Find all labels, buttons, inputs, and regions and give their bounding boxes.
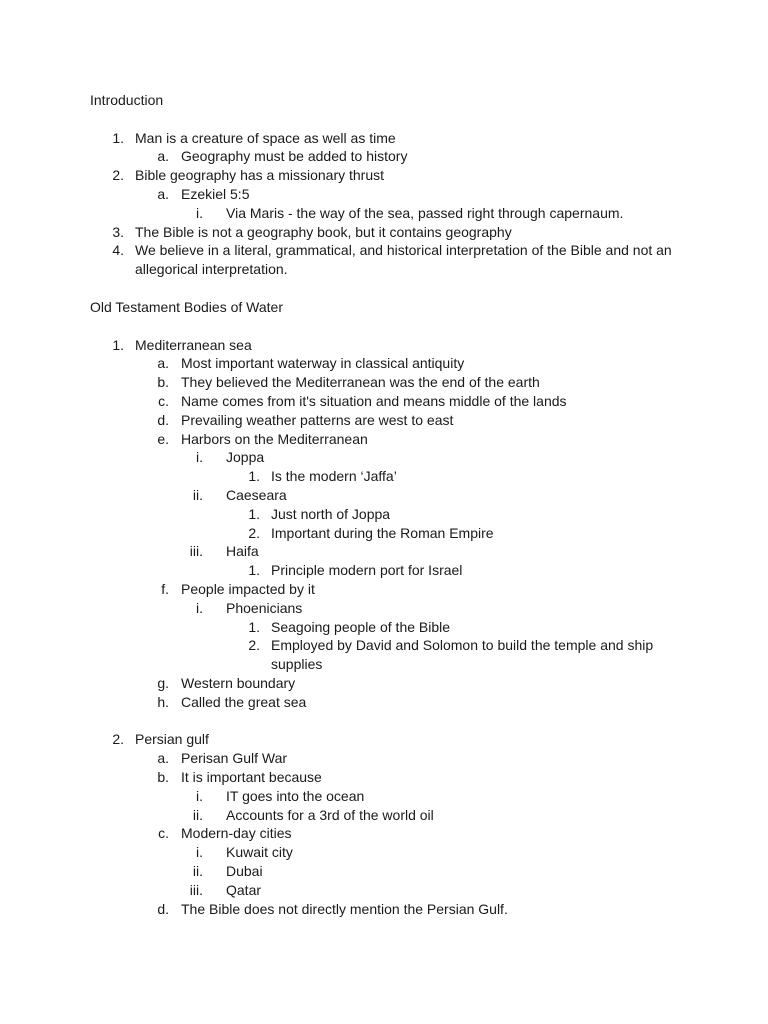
list-item-text: Name comes from it's situation and means middle of the lands <box>181 393 567 409</box>
list-marker: a. <box>157 148 169 165</box>
list-marker: 1. <box>248 562 260 579</box>
list-item-text: Ezekiel 5:5 <box>181 186 250 202</box>
section-heading: Old Testament Bodies of Water <box>90 299 283 315</box>
list-item-text: Persian gulf <box>135 731 209 748</box>
list-item-text: The Bible does not directly mention the Persian Gulf. <box>181 900 508 917</box>
list-item-text: People impacted by it <box>181 581 315 597</box>
list-marker: iii. <box>189 881 203 898</box>
list-marker: a. <box>157 355 169 372</box>
list-item-text: We believe in a literal, grammatical, and historical interpretation of the Bible and not an <box>135 242 672 259</box>
list-item-text: Harbors on the Mediterranean <box>181 430 368 447</box>
list-marker: e. <box>157 430 169 447</box>
list-item-text: Geography must be added to history <box>181 148 408 165</box>
list-item-text: Principle modern port for Israel <box>271 562 463 579</box>
list-item-text: Caeseara <box>226 487 287 503</box>
list-item-text: Haifa <box>226 543 259 560</box>
list-marker: b. <box>157 769 169 785</box>
list-item-text: Joppa <box>226 449 265 466</box>
list-marker: 2. <box>112 731 124 748</box>
list-item-text: They believed the Mediterranean was the end of the earth <box>181 374 540 391</box>
list-marker: a. <box>157 186 169 202</box>
list-item-text: The Bible is not a geography book, but it contains geography <box>135 223 512 240</box>
list-item-text: Prevailing weather patterns are west to east <box>181 411 454 428</box>
list-marker: d. <box>157 900 169 917</box>
list-item-text: Man is a creature of space as well as time <box>135 129 396 146</box>
list-item-text: Just north of Joppa <box>271 505 391 522</box>
list-item-text: Accounts for a 3rd of the world oil <box>226 806 434 823</box>
list-item-text: Seagoing people of the Bible <box>271 618 451 635</box>
list-item-text: Is the modern ‘Jaffa’ <box>271 468 397 485</box>
list-item-text: It is important because <box>181 769 322 785</box>
list-item-text: Kuwait city <box>226 844 293 861</box>
list-marker: i. <box>196 449 203 466</box>
list-item-text: Western boundary <box>181 675 296 691</box>
list-item-text: Mediterranean sea <box>135 336 252 353</box>
list-marker: i. <box>196 787 203 804</box>
list-marker: iii. <box>189 543 203 560</box>
list-marker: f. <box>161 581 169 597</box>
list-item-text: Modern-day cities <box>181 825 292 842</box>
list-marker: 3. <box>112 223 124 240</box>
list-marker: 1. <box>248 505 260 522</box>
list-marker: 4. <box>112 242 124 259</box>
list-marker: 1. <box>112 336 124 353</box>
list-marker: 2. <box>248 637 260 654</box>
list-marker: 2. <box>248 524 260 541</box>
list-marker: h. <box>157 693 169 710</box>
list-marker: 2. <box>112 167 124 184</box>
list-marker: i. <box>196 599 203 616</box>
list-marker: ii. <box>192 806 203 823</box>
list-item-text: Qatar <box>226 881 262 898</box>
list-item-text: Most important waterway in classical antiquity <box>181 355 465 372</box>
list-marker: c. <box>158 825 169 842</box>
section-heading: Introduction <box>90 92 164 108</box>
list-item-text: Called the great sea <box>181 693 307 710</box>
list-item-text: Important during the Roman Empire <box>271 524 494 541</box>
list-marker: d. <box>157 411 169 428</box>
list-item-text: Dubai <box>226 863 263 879</box>
list-marker: g. <box>157 675 169 691</box>
list-marker: a. <box>157 750 169 767</box>
list-marker: b. <box>157 374 169 391</box>
list-item-text: Bible geography has a missionary thrust <box>135 167 385 184</box>
list-item-text: IT goes into the ocean <box>226 787 365 804</box>
list-item-text: Employed by David and Solomon to build the temple and ship <box>271 637 654 654</box>
list-marker: c. <box>158 393 169 409</box>
list-marker: ii. <box>192 863 203 879</box>
list-item-text: supplies <box>271 656 323 673</box>
list-marker: i. <box>196 204 203 221</box>
list-item-text: Perisan Gulf War <box>181 750 288 767</box>
list-marker: 1. <box>248 618 260 635</box>
list-marker: 1. <box>112 129 124 146</box>
list-marker: ii. <box>192 487 203 503</box>
list-item-text: Phoenicians <box>226 599 303 616</box>
list-item-text: allegorical interpretation. <box>135 261 288 278</box>
list-marker: i. <box>196 844 203 861</box>
list-item-text: Via Maris - the way of the sea, passed right through capernaum. <box>226 204 624 221</box>
list-marker: 1. <box>248 468 260 485</box>
